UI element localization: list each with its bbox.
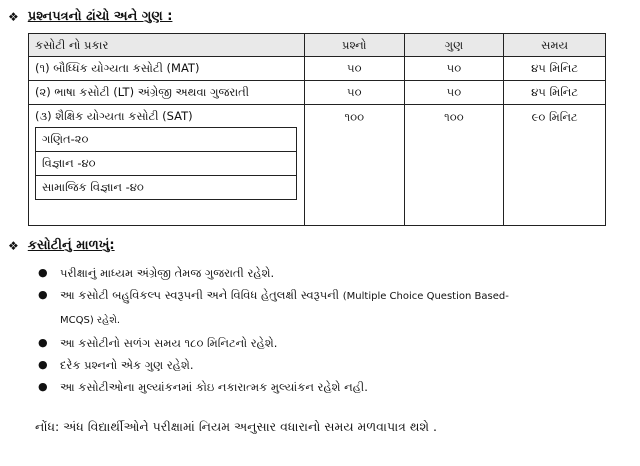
bullet-dot-icon: ● — [38, 266, 48, 279]
header-time: સમય — [504, 34, 606, 57]
list-item — [38, 284, 628, 332]
list-item — [38, 332, 628, 354]
subject-item: વિજ્ઞાન -૪૦ — [36, 152, 297, 176]
list-item-text: પરીક્ષાનું માધ્યમ અંગ્રેજી તેમજ ગુજરાતી રહેશે. — [60, 266, 275, 280]
list-item — [38, 354, 628, 376]
list-item-text: દરેક પ્રશ્નનો એક ગુણ રહેશે. — [60, 358, 194, 372]
structure-list — [38, 262, 628, 398]
cell-test-type — [29, 105, 305, 226]
list-item-text: આ કસોટી બહુવિકલ્પ સ્વરૂપની અને વિવિધ હેતુલક્ષી સ્વરૂપની — [60, 288, 340, 302]
exam-pattern-table — [28, 33, 606, 226]
cell-marks: ૫૦ — [404, 81, 504, 105]
header-test-type: કસોટી નો પ્રકાર — [29, 34, 305, 57]
section-title: પ્રશ્નપત્રનો ઢાંચો અને ગુણ : — [27, 9, 173, 24]
cell-questions: ૫૦ — [304, 81, 404, 105]
table-header-row — [29, 34, 606, 57]
list-item-text: આ કસોટીઓના મુલ્યાંકનમાં કોઇ નકારાત્મક મુલ્યાંકન રહેશે નહી. — [60, 380, 368, 394]
cell-marks: ૫૦ — [404, 57, 504, 81]
header-marks: ગુણ — [404, 34, 504, 57]
bullet-dot-icon: ● — [38, 288, 48, 301]
note-text: નોંધ: અંધ વિદ્યાર્થીઓને પરીક્ષામાં નિયમ અનુસાર વધારાનો સમય મળવાપાત્ર થશે . — [35, 419, 437, 434]
list-item-english-text: (Multiple Choice Question Based- — [342, 291, 509, 302]
list-item-continuation: MCQS) રહેશે. — [60, 315, 121, 326]
table-row — [29, 57, 606, 81]
cell-time: ૪૫ મિનિટ — [504, 57, 606, 81]
bullet-dot-icon: ● — [38, 336, 48, 349]
header-questions: પ્રશ્નો — [304, 34, 404, 57]
bullet-dot-icon: ● — [38, 380, 48, 393]
section-title: કસોટીનું માળખું: — [27, 238, 115, 253]
sat-subjects-table — [35, 127, 297, 200]
sat-title: (૩) શૈક્ષિક યોગ્યતા કસોટી (SAT) — [35, 109, 193, 123]
cell-time: ૯૦ મિનિટ — [504, 105, 606, 226]
section-heading-exam-pattern — [8, 9, 172, 24]
cell-questions: ૫૦ — [304, 57, 404, 81]
table-row — [29, 81, 606, 105]
diamond-bullet-icon: ❖ — [8, 9, 19, 24]
list-item — [38, 262, 628, 284]
bullet-dot-icon: ● — [38, 358, 48, 371]
list-item — [38, 376, 628, 398]
subject-item: સામાજિક વિજ્ઞાન -૪૦ — [36, 176, 297, 200]
cell-questions: ૧૦૦ — [304, 105, 404, 226]
section-heading-test-structure — [8, 238, 115, 253]
diamond-bullet-icon: ❖ — [8, 238, 19, 253]
subject-item: ગણિત-૨૦ — [36, 128, 297, 152]
cell-time: ૪૫ મિનિટ — [504, 81, 606, 105]
list-item-text: આ કસોટીનો સળંગ સમય ૧૮૦ મિનિટનો રહેશે. — [60, 336, 278, 350]
cell-test-type: (૨) ભાષા કસોટી (LT) અંગ્રેજી અથવા ગુજરાતી — [29, 81, 305, 105]
cell-test-type: (૧) બૌધ્ધિક યોગ્યતા કસોટી (MAT) — [29, 57, 305, 81]
cell-marks: ૧૦૦ — [404, 105, 504, 226]
table-row — [29, 105, 606, 226]
